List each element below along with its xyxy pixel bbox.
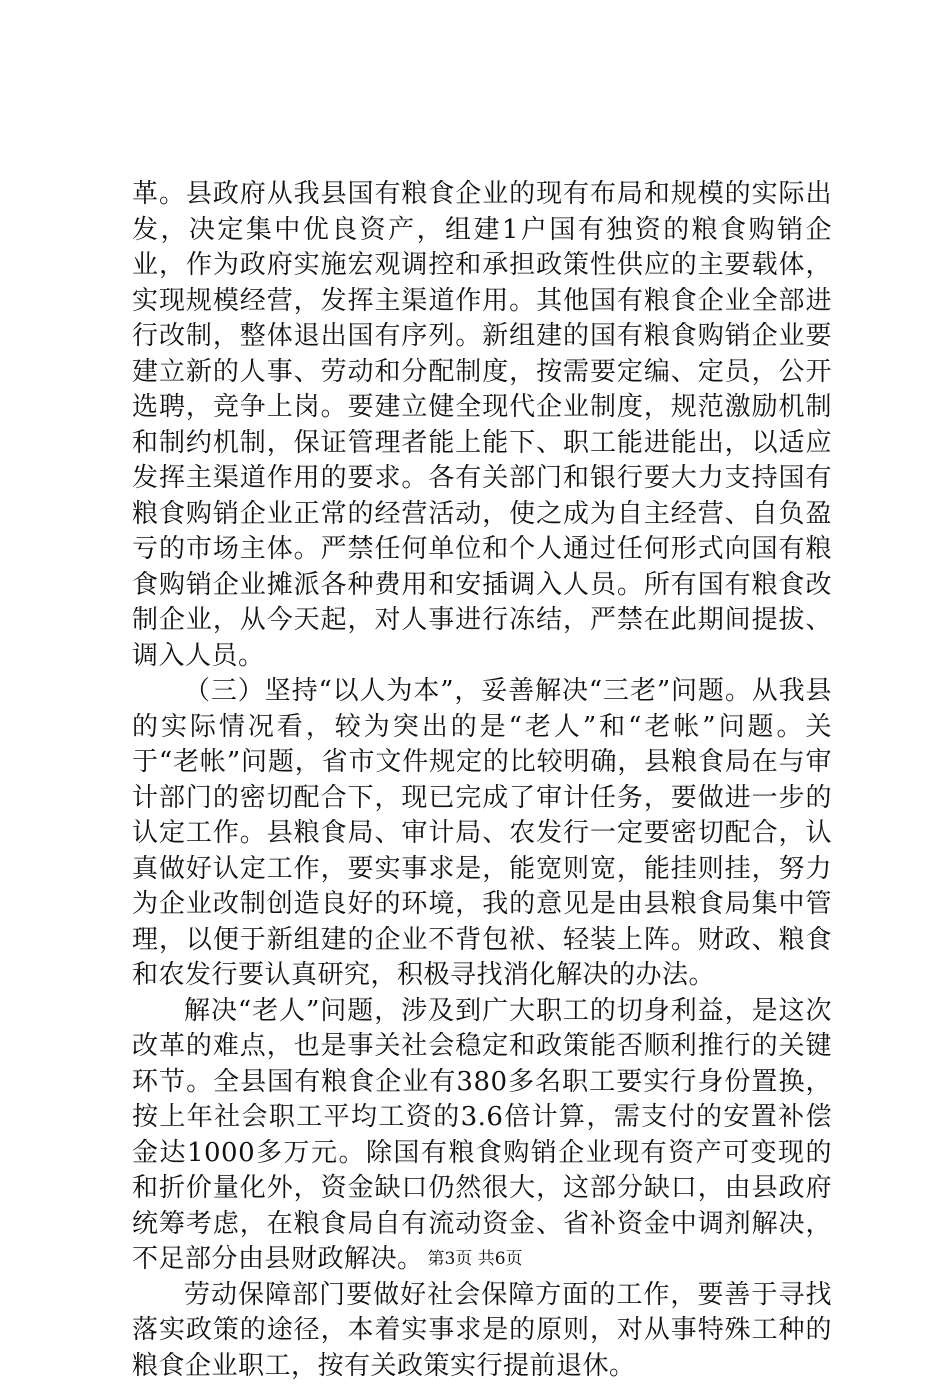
paragraph-continuation: 革。县政府从我县国有粮食企业的现有布局和规模的实际出发，决定集中优良资产，组建1户国有独资的粮食购销企业，作为政府实施宏观调控和承担政策性供应的主要载体，实现规模经营，发挥主渠道作用。其他国有粮食企业全部进行改制，整体退出国有序列。新组建的国有粮食购销企业要建立新的人事、劳动和分配制度，按需要定编、定员，公开选聘，竞争上岗。要建立健全现代企业制度，规范激励机制和制约机制，保证管理者能上能下、职工能进能出，以适应发挥主渠道作用的要求。各有关部门和银行要大力支持国有粮食购销企业正常的经营活动，使之成为自主经营、自负盈亏的市场主体。严禁任何单位和个人通过任何形式向国有粮食购销企业摊派各种费用和安插调入人员。所有国有粮食改制企业，从今天起，对人事进行冻结，严禁在此期间提拔、调入人员。 [132,177,832,674]
document-body [132,177,832,1384]
paragraph-labor-security: 劳动保障部门要做好社会保障方面的工作，要善于寻找落实政策的途径，本着实事求是的原则，对从事特殊工种的粮食企业职工，按有关政策实行提前退休。 [132,1278,832,1384]
page-number-footer: 第3页 共6页 [0,1244,950,1269]
paragraph-old-staff: 解决“老人”问题，涉及到广大职工的切身利益，是这次改革的难点，也是事关社会稳定和政策能否顺利推行的关键环节。全县国有粮食企业有380多名职工要实行身份置换，按上年社会职工平均工资的3.6倍计算，需支付的安置补偿金达1000多万元。除国有粮食购销企业现有资产可变现的和折价量化外，资金缺口仍然很大，这部分缺口，由县政府统筹考虑，在粮食局自有流动资金、省补资金中调剂解决，不足部分由县财政解决。 [132,994,832,1278]
paragraph-three-olds: （三）坚持“以人为本”，妥善解决“三老”问题。从我县的实际情况看，较为突出的是“老人”和“老帐”问题。关于“老帐”问题，省市文件规定的比较明确，县粮食局在与审计部门的密切配合下，现已完成了审计任务，要做进一步的认定工作。县粮食局、审计局、农发行一定要密切配合，认真做好认定工作，要实事求是，能宽则宽，能挂则挂，努力为企业改制创造良好的环境，我的意见是由县粮食局集中管理，以便于新组建的企业不背包袱、轻装上阵。财政、粮食和农发行要认真研究，积极寻找消化解决的办法。 [132,674,832,994]
